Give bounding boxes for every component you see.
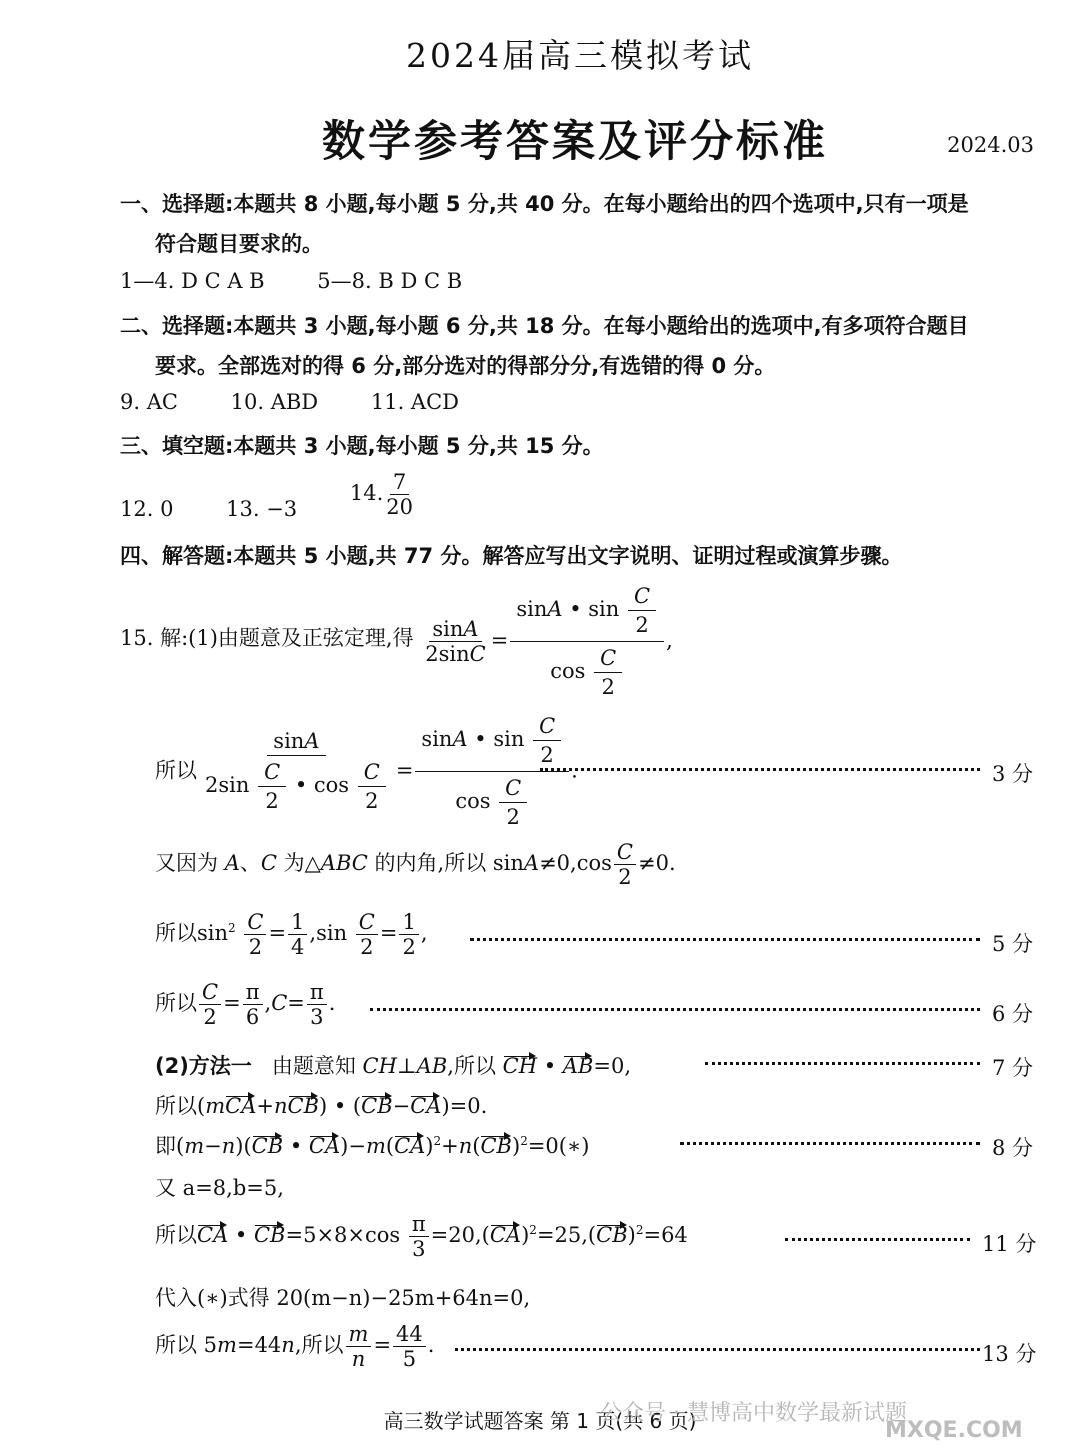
q15-line-5: 所以 $\frac{C}{2}$ = $\frac{\pi}{6}$ ,C= $\frac{\pi}{3}$ . xyxy=(155,980,336,1030)
score-5: 5 分 xyxy=(992,932,1034,956)
q15-part2-line-6: 代入(∗)式得 20(m−n)−25m+64n=0, xyxy=(155,1286,531,1310)
score-6: 6 分 xyxy=(992,1002,1034,1026)
q15-part2-line-4: 又 a=8,b=5, xyxy=(155,1176,284,1200)
score-7: 7 分 xyxy=(992,1056,1034,1080)
section2-answers xyxy=(120,390,505,414)
leader-dots xyxy=(680,1142,980,1145)
section1-heading: 一、选择题:本题共 8 小题,每小题 5 分,共 40 分。在每小题给出的四个选项中,只有一项是 xyxy=(120,192,969,216)
answers-5-8: 5—8. B D C B xyxy=(317,269,463,293)
q15-line-3: 又因为 A、C 为△ABC 的内角,所以 sinA≠0,cos $\frac{C}{2}$ ≠0. xyxy=(155,840,676,890)
score-13: 13 分 xyxy=(982,1342,1037,1366)
answer-13: 13. −3 xyxy=(226,497,298,522)
score-3: 3 分 xyxy=(992,762,1034,786)
answer-11: 11. ACD xyxy=(370,390,459,414)
watermark-account: 公众号 · 慧博高中数学最新试题 xyxy=(600,1401,907,1426)
section3-answers xyxy=(120,470,416,522)
q15-line-1: 15. 解:(1)由题意及正弦定理,得 $\frac{\sin A}{2\sin C}$ = sinA • sin $\frac{C}{2}$ cos $\frac{C}{2}$ , xyxy=(120,580,673,704)
leader-dots xyxy=(705,1062,980,1065)
exam-title: 2024届高三模拟考试 xyxy=(406,36,754,75)
fraction-lhs: sinA 2sin $\frac{C}{2}$ • cos $\frac{C}{2}$ xyxy=(199,727,394,817)
score-11: 11 分 xyxy=(982,1232,1037,1256)
document-title: 数学参考答案及评分标准 xyxy=(322,117,828,167)
fraction-rhs: sinA • sin $\frac{C}{2}$ cos $\frac{C}{2}$ xyxy=(510,580,664,704)
answer-12: 12. 0 xyxy=(120,497,174,522)
answers-1-4: 1—4. D C A B xyxy=(120,269,265,293)
answer-9: 9. AC xyxy=(120,390,178,414)
q15-part2-line-2: 所以(mCA+nCB) • (CB−CA)=0. xyxy=(155,1094,488,1118)
section2-heading: 二、选择题:本题共 3 小题,每小题 6 分,共 18 分。在每小题给出的选项中,有多项符合题目 xyxy=(120,314,969,338)
leader-dots xyxy=(470,938,980,941)
score-8: 8 分 xyxy=(992,1136,1034,1160)
fraction-rhs-2: sinA • sin $\frac{C}{2}$ cos $\frac{C}{2}$ xyxy=(415,710,569,834)
section1-answers xyxy=(120,269,508,293)
section4-heading: 四、解答题:本题共 5 小题,共 77 分。解答应写出文字说明、证明过程或演算步骤。 xyxy=(120,544,903,568)
leader-dots xyxy=(540,768,980,771)
q15-part2-line-7: 所以 5m=44n,所以 $\frac{m}{n}$ = $\frac{44}{5}$ . xyxy=(155,1322,435,1372)
answer-14-fraction: $\frac{7}{20}$ xyxy=(386,470,413,520)
q15-part2-line-5: 所以CA • CB=5×8×cos $\frac{\pi}{3}$ =20,(CA)$^2$=25,(CB)$^2$=64 xyxy=(155,1212,688,1262)
page-footer: 高三数学试题答案 第 1 页(共 6 页) xyxy=(383,1409,697,1433)
q15-line-4: 所以$\sin^2$ $\frac{C}{2}$ = $\frac{1}{4}$ ,sin $\frac{C}{2}$ = $\frac{1}{2}$ , xyxy=(155,910,428,960)
leader-dots xyxy=(370,1008,980,1011)
leader-dots xyxy=(785,1238,970,1241)
q15-part2-line-3: 即(m−n)(CB • CA)−m(CA)$^2$+n(CB)$^2$=0(∗) xyxy=(155,1134,590,1158)
fraction-sinA-over-2sinC: $\frac{\sin A}{2\sin C}$ xyxy=(425,617,486,667)
document-date: 2024.03 xyxy=(947,133,1034,157)
section3-heading: 三、填空题:本题共 3 小题,每小题 5 分,共 15 分。 xyxy=(120,434,604,458)
answer-10: 10. ABD xyxy=(230,390,319,414)
q15-part2-line-1: (2)方法一 由题意知 CH⊥AB,所以 CH • AB=0, xyxy=(155,1054,632,1078)
section2-heading-cont: 要求。全部选对的得 6 分,部分选对的得部分分,有选错的得 0 分。 xyxy=(155,354,776,378)
leader-dots xyxy=(455,1348,980,1351)
watermark-site: MXQE.COM xyxy=(885,1418,1023,1443)
q15-line-2: 所以 sinA 2sin $\frac{C}{2}$ • cos $\frac{C}{2}$ = sinA • sin $\frac{C}{2}$ cos $\frac{C}{2}$ . xyxy=(155,710,578,834)
section1-heading-cont: 符合题目要求的。 xyxy=(155,232,323,256)
answer-14: 14. $\frac{7}{20}$ xyxy=(350,481,416,505)
